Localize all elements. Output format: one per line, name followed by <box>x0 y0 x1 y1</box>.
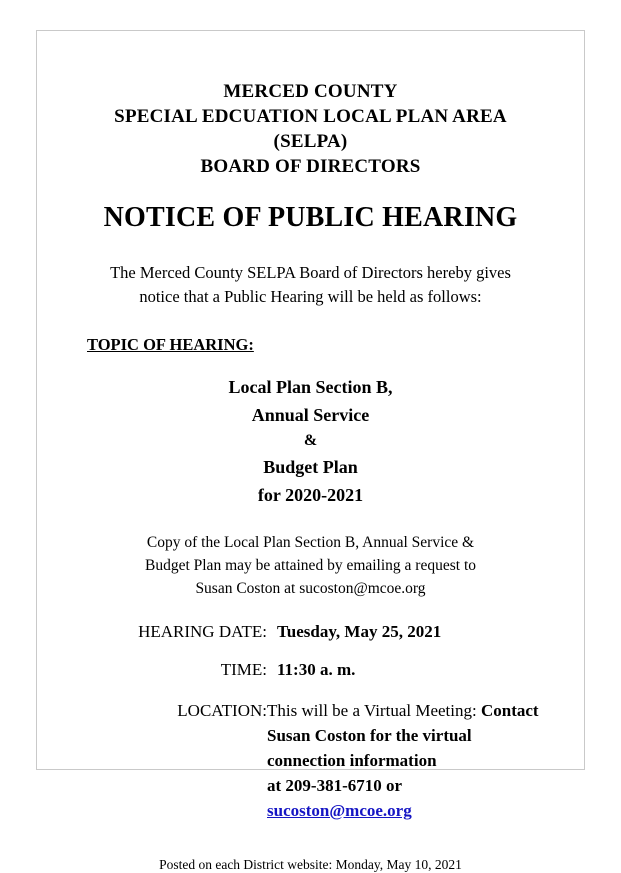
copy-note-line-1: Copy of the Local Plan Section B, Annual Service & <box>146 534 475 551</box>
location-phone-text: at 209-381-6710 or <box>267 776 402 795</box>
plan-line-1: Local Plan Section B, <box>228 377 393 397</box>
time-value: 11:30 a. m. <box>277 660 356 679</box>
header-line-3: (SELPA) <box>273 131 348 152</box>
location-line-1-bold: Contact <box>480 701 539 720</box>
intro-line-1: The Merced County SELPA Board of Directors hereby gives <box>110 263 511 282</box>
header-line-2: SPECIAL EDCUATION LOCAL PLAN AREA <box>114 106 507 127</box>
plan-line-ampersand: & <box>303 432 318 449</box>
location-row <box>77 698 544 823</box>
location-line-1 <box>267 698 544 723</box>
copy-note-line-2: Budget Plan may be attained by emailing a request to <box>144 557 476 574</box>
topic-of-hearing-label: TOPIC OF HEARING: <box>87 335 254 354</box>
time-row <box>77 660 544 680</box>
page-title: NOTICE OF PUBLIC HEARING <box>103 202 518 233</box>
location-line-2: Susan Coston for the virtual <box>267 726 472 745</box>
posted-note: Posted on each District website: Monday, May 10, 2021 <box>159 857 462 872</box>
plan-line-2: Annual Service <box>251 405 370 425</box>
intro-paragraph <box>77 261 544 309</box>
location-label: LOCATION: <box>177 701 267 720</box>
header-line-4: BOARD OF DIRECTORS <box>200 156 421 177</box>
hearing-topic-block <box>77 373 544 509</box>
hearing-date-label: HEARING DATE: <box>138 622 267 641</box>
location-line-3: connection information <box>267 751 437 770</box>
notice-sheet <box>36 30 585 872</box>
time-label: TIME: <box>220 660 267 679</box>
hearing-date-value: Tuesday, May 25, 2021 <box>277 622 442 641</box>
plan-line-4: Budget Plan <box>263 457 358 477</box>
plan-line-5: for 2020-2021 <box>257 485 364 505</box>
location-line-4 <box>267 773 544 823</box>
intro-line-2: notice that a Public Hearing will be held as follows: <box>139 287 482 306</box>
copy-note-line-3: Susan Coston at sucoston@mcoe.org <box>195 580 426 597</box>
copy-request-note <box>77 531 544 600</box>
header-line-1: MERCED COUNTY <box>223 81 398 102</box>
hearing-date-row <box>77 622 544 642</box>
location-value <box>267 698 544 823</box>
document-header <box>77 79 544 179</box>
location-line-1-normal: This will be a Virtual Meeting: <box>267 701 477 720</box>
email-link[interactable]: sucoston@mcoe.org <box>267 801 412 820</box>
